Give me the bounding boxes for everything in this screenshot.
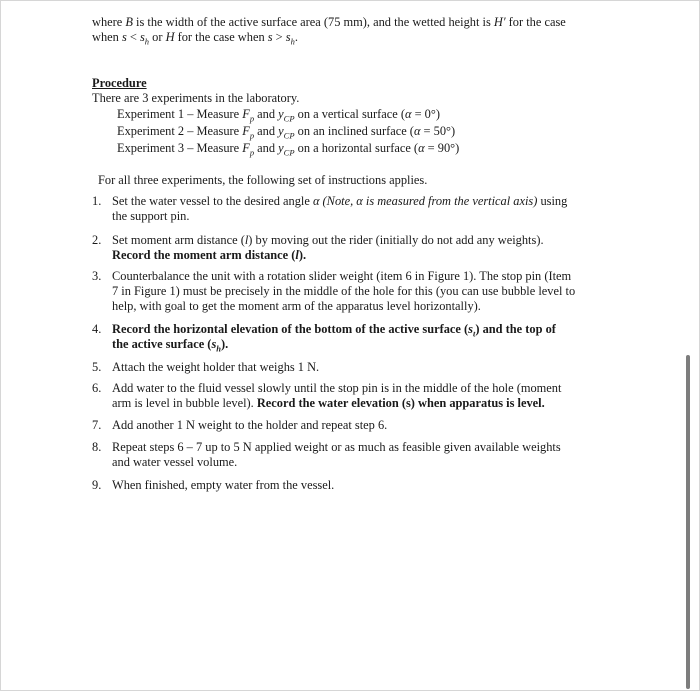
vertical-scrollbar[interactable]: [686, 355, 690, 689]
step-3-number: 3.: [92, 269, 102, 283]
step-4-line-1: Record the horizontal elevation of the bottom of the active surface $(s_t)$ and the top of: [112, 322, 556, 339]
step-8-number: 8.: [92, 440, 102, 454]
procedure-intro: There are 3 experiments in the laboratory.: [92, 91, 300, 105]
experiment-1: Experiment 1 – Measure $F_p$ and $y_{CP}$ on a vertical surface (α = 0°): [117, 107, 440, 124]
experiment-3: Experiment 3 – Measure $F_p$ and $y_{CP}$ on a horizontal surface (α = 90°): [117, 141, 460, 158]
step-6-line-2: arm is level in bubble level). Record the water elevation (s) when apparatus is level.: [112, 396, 545, 410]
step-1-line-1: Set the water vessel to the desired angle α (Note, α is measured from the vertical axis) using: [112, 194, 568, 208]
step-1-number: 1.: [92, 194, 102, 208]
instructions-intro: For all three experiments, the following set of instructions applies.: [98, 173, 428, 187]
step-3-line-3: help, with goal to get the moment arm of the apparatus level horizontally).: [112, 299, 481, 313]
step-5-number: 5.: [92, 360, 102, 374]
step-1-line-2: the support pin.: [112, 209, 190, 223]
step-6-line-1: Add water to the fluid vessel slowly until the stop pin is in the middle of the hole (moment: [112, 381, 562, 395]
step-2-line-1: Set moment arm distance (l) by moving out the rider (initially do not add any weights).: [112, 233, 544, 247]
step-4-line-2: the active surface $(s_h)$.: [112, 337, 229, 354]
step-8-line-1: Repeat steps 6 – 7 up to 5 N applied weight or as much as feasible given available weights: [112, 440, 561, 454]
step-9-line-1: When finished, empty water from the vessel.: [112, 478, 335, 492]
procedure-heading: Procedure: [92, 76, 147, 90]
intro-line-2: when $s < s_h$ or H for the case when $s > s_h$.: [92, 30, 298, 47]
experiment-2: Experiment 2 – Measure $F_p$ and $y_{CP}$ on an inclined surface (α = 50°): [117, 124, 456, 141]
step-3-line-2: 7 in Figure 1) must be precisely in the middle of the hole for this (you can use bubble level to: [112, 284, 576, 298]
step-9-number: 9.: [92, 478, 102, 492]
step-4-number: 4.: [92, 322, 102, 336]
step-2-line-2: Record the moment arm distance (l).: [112, 248, 307, 262]
step-6-number: 6.: [92, 381, 102, 395]
step-8-line-2: and water vessel volume.: [112, 455, 238, 469]
step-5-line-1: Attach the weight holder that weighs 1 N.: [112, 360, 320, 374]
step-7-line-1: Add another 1 N weight to the holder and repeat step 6.: [112, 418, 388, 432]
step-3-line-1: Counterbalance the unit with a rotation slider weight (item 6 in Figure 1). The stop pin (Item: [112, 269, 572, 283]
intro-line-1: where B is the width of the active surface area (75 mm), and the wetted height is H′ for the case: [92, 15, 566, 29]
step-2-number: 2.: [92, 233, 102, 247]
step-7-number: 7.: [92, 418, 102, 432]
